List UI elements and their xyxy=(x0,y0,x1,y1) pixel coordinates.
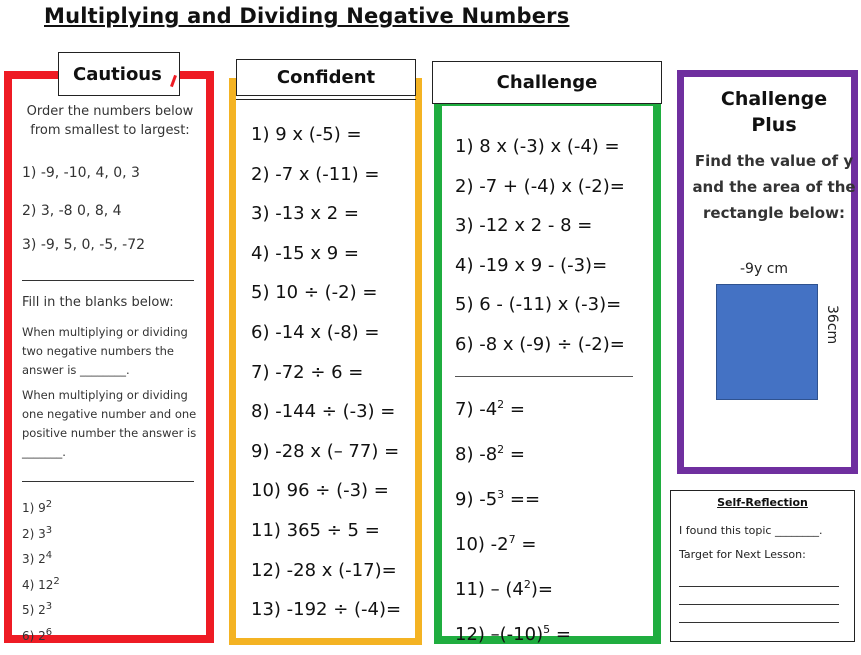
power-exponent: 2 xyxy=(497,443,505,456)
fill-line: _______. xyxy=(22,445,66,459)
fill-line: positive number the answer is xyxy=(22,426,197,440)
power-rest: = xyxy=(504,444,525,465)
cautious-powers xyxy=(22,494,60,647)
challenge-tab-label: Challenge xyxy=(496,72,598,93)
question: 11) 365 ÷ 5 = xyxy=(251,519,380,541)
fill-line: answer is ________. xyxy=(22,363,130,377)
fill-line: one negative number and one xyxy=(22,407,197,421)
question: 13) -192 ÷ (-4)= xyxy=(251,599,402,621)
power-item xyxy=(22,596,60,622)
power-exponent: 3 xyxy=(45,601,53,612)
self-reflection-title: Self-Reflection xyxy=(717,496,808,509)
title-line: Challenge xyxy=(720,88,828,110)
order-item: 2) 3, -8 0, 8, 4 xyxy=(22,203,122,219)
question: 10) 96 ÷ (-3) = xyxy=(251,480,389,502)
power-base: 3) 2 xyxy=(22,552,46,566)
power-rest: = xyxy=(515,534,537,555)
power-base: 1) 9 xyxy=(22,501,46,515)
order-item: 3) -9, 5, 0, -5, -72 xyxy=(22,237,146,253)
question: 6) -8 x (-9) ÷ (-2)= xyxy=(455,333,625,355)
question: 8) -144 ÷ (-3) = xyxy=(251,401,396,423)
power-question xyxy=(455,430,571,475)
power-base: 4) 12 xyxy=(22,577,54,592)
power-question xyxy=(455,385,571,430)
cautious-intro xyxy=(14,102,206,140)
question: 3) -12 x 2 - 8 = xyxy=(455,215,593,236)
question: 1) 9 x (-5) = xyxy=(251,124,362,145)
power-question xyxy=(455,475,571,520)
power-item xyxy=(22,545,60,571)
power-exponent: 7 xyxy=(508,533,516,546)
power-exponent: 3 xyxy=(497,488,505,501)
instruction-line: Find the value of y xyxy=(694,152,854,170)
power-base: 7) -4 xyxy=(455,399,498,420)
red-mark-icon xyxy=(170,75,177,87)
power-question xyxy=(455,565,571,610)
fill-line: When multiplying or dividing xyxy=(22,388,188,402)
question: 6) -14 x (-8) = xyxy=(251,321,380,343)
question: 1) 8 x (-3) x (-4) = xyxy=(455,136,620,157)
power-rest: = xyxy=(550,624,571,645)
power-exponent: 2 xyxy=(45,499,53,510)
power-base: 9) -5 xyxy=(455,489,498,510)
challenge-plus-title xyxy=(690,86,858,138)
power-base: 10) -2 xyxy=(455,534,509,555)
fill-line: When multiplying or dividing xyxy=(22,325,188,339)
power-exponent: 2 xyxy=(523,578,531,591)
power-rest: = xyxy=(504,399,525,420)
divider xyxy=(22,481,194,482)
power-exponent: 2 xyxy=(497,398,505,411)
power-question xyxy=(455,520,571,565)
intro-line: from smallest to largest: xyxy=(30,123,190,138)
writing-line xyxy=(679,622,839,623)
challenge-plus-instructions xyxy=(690,148,858,226)
power-item xyxy=(22,520,60,546)
challenge-tab xyxy=(432,61,662,104)
confident-questions xyxy=(251,115,401,630)
power-rest: == xyxy=(504,489,541,510)
power-item xyxy=(22,571,60,597)
rectangle-width-label: -9y cm xyxy=(740,261,789,277)
power-exponent: 3 xyxy=(45,524,53,536)
power-question xyxy=(455,610,571,655)
fill-statement-2 xyxy=(22,386,196,462)
cautious-tab xyxy=(58,52,180,96)
power-rest: )= xyxy=(530,579,553,600)
writing-line xyxy=(679,586,839,587)
power-exponent: 5 xyxy=(543,623,551,636)
divider xyxy=(22,280,194,281)
power-base: 11) – (4 xyxy=(455,579,524,600)
instruction-line: rectangle below: xyxy=(703,204,845,222)
fill-statement-1 xyxy=(22,323,188,380)
rectangle-shape xyxy=(716,284,818,400)
power-base: 8) -8 xyxy=(455,444,498,465)
self-reflection-panel xyxy=(670,490,855,642)
power-base: 5) 2 xyxy=(22,603,46,617)
fill-heading: Fill in the blanks below: xyxy=(22,295,174,310)
question: 4) -19 x 9 - (-3)= xyxy=(455,254,608,276)
challenge-questions xyxy=(455,127,625,364)
instruction-line: and the area of the xyxy=(692,178,856,196)
power-base: 6) 2 xyxy=(22,628,46,643)
power-base: 12) –(-10) xyxy=(455,624,544,645)
question: 4) -15 x 9 = xyxy=(251,242,359,264)
confident-tab xyxy=(236,59,416,96)
question: 5) 10 ÷ (-2) = xyxy=(251,282,378,304)
power-item xyxy=(22,494,60,520)
cautious-tab-label: Cautious xyxy=(73,63,162,85)
divider xyxy=(455,376,633,377)
question: 2) -7 x (-11) = xyxy=(251,163,380,185)
question: 12) -28 x (-17)= xyxy=(251,559,397,581)
question: 3) -13 x 2 = xyxy=(251,203,359,225)
rectangle-height-label: 36cm xyxy=(824,305,840,345)
power-base: 2) 3 xyxy=(22,526,46,541)
writing-line xyxy=(679,604,839,605)
intro-line: Order the numbers below xyxy=(26,104,194,119)
fill-line: two negative numbers the xyxy=(22,344,174,358)
question: 5) 6 - (-11) x (-3)= xyxy=(455,294,622,315)
page-title: Multiplying and Dividing Negative Numbers xyxy=(44,4,570,28)
order-item: 1) -9, -10, 4, 0, 3 xyxy=(22,165,140,181)
power-exponent: 2 xyxy=(53,575,60,587)
challenge-powers xyxy=(455,385,571,655)
power-exponent: 6 xyxy=(45,626,53,638)
power-item xyxy=(22,622,60,648)
title-line: Plus xyxy=(751,114,797,136)
confident-tab-label: Confident xyxy=(276,67,376,88)
self-reflection-line2: Target for Next Lesson: xyxy=(679,548,806,561)
power-exponent: 4 xyxy=(45,550,53,561)
question: 9) -28 x (– 77) = xyxy=(251,440,400,462)
question: 2) -7 + (-4) x (-2)= xyxy=(455,175,625,197)
question: 7) -72 ÷ 6 = xyxy=(251,361,364,383)
self-reflection-line1: I found this topic ________. xyxy=(679,524,823,537)
